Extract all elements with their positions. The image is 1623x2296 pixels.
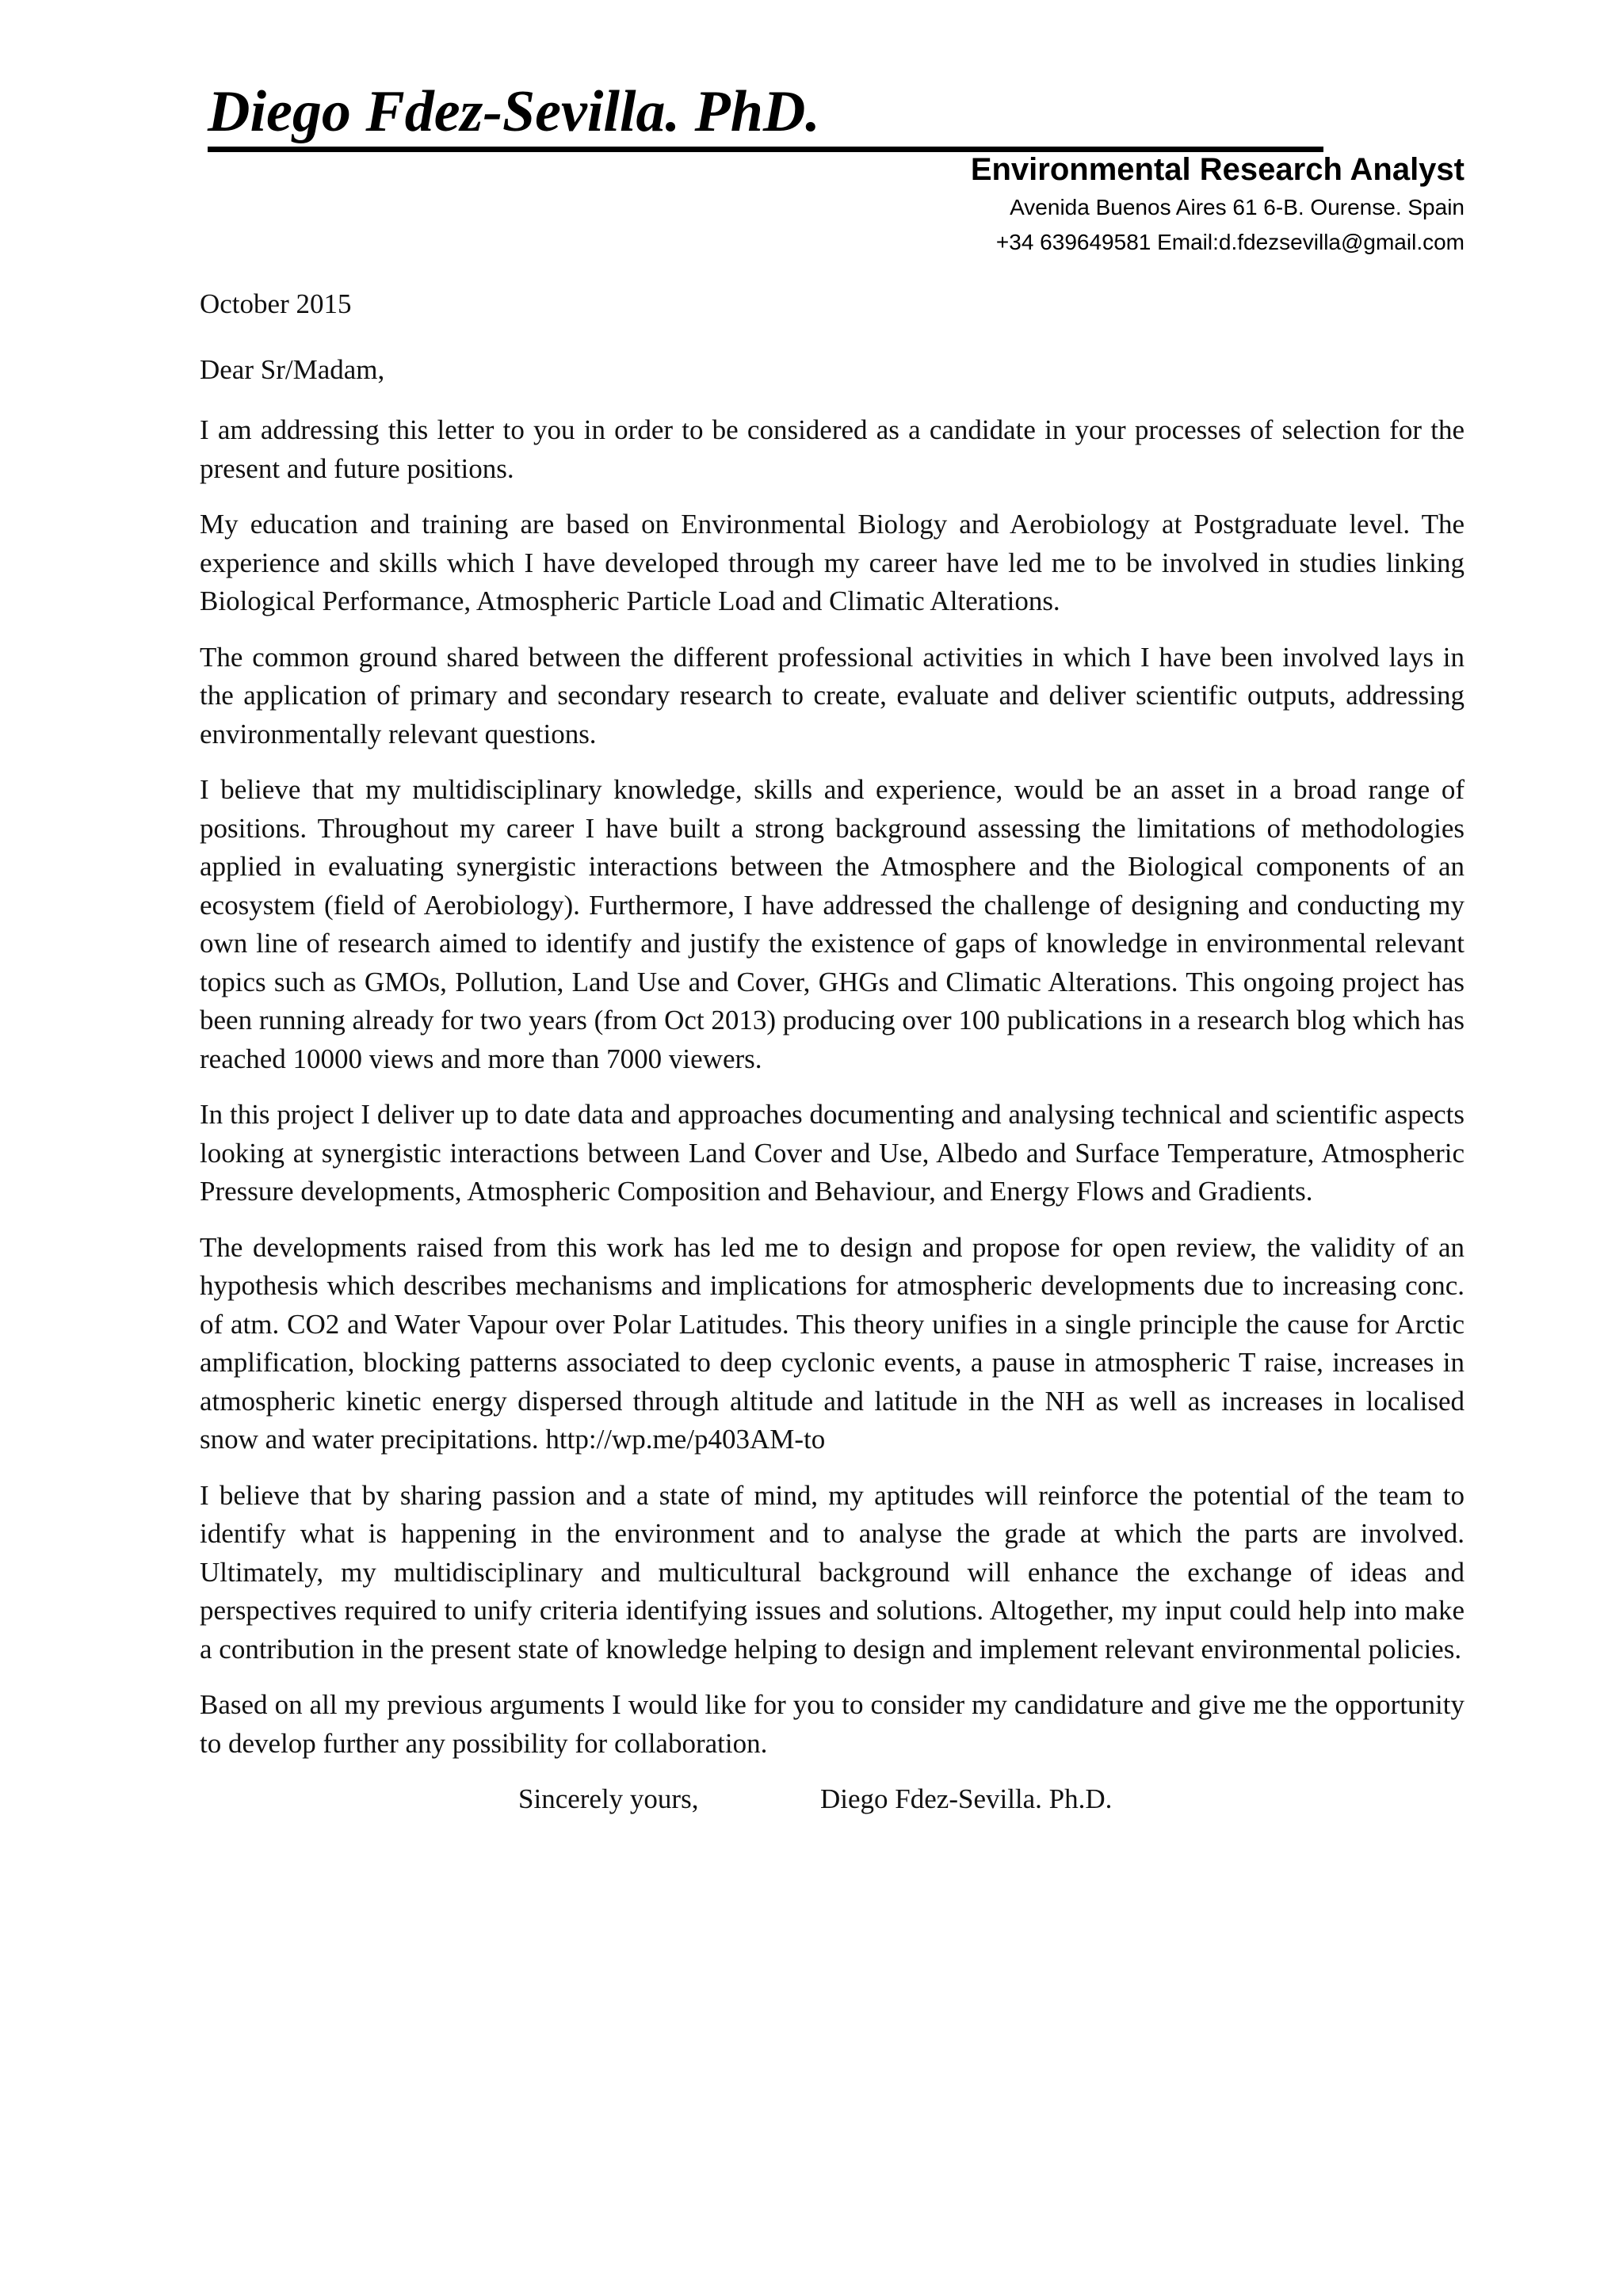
paragraph-hypothesis: The developments raised from this work has led me to design and propose for open review, the validity of an hypothesis which describes mechanisms and implications for atmospheric developments due to increasing conc. of atm. CO2 and Water Vapour over Polar Latitudes. This theory unifies in a single principle the cause for Arctic amplification, blocking patterns associated to deep cyclonic events, a pause in atmospheric T raise, increases in atmospheric kinetic energy dispersed through altitude and latitude in the NH as well as increases in localised snow and water precipitations. http://wp.me/p403AM-to: [200, 1231, 1465, 1455]
phone-email: +34 639649581 Email:d.fdezsevilla@gmail.com: [995, 230, 1465, 254]
paragraph-project: In this project I deliver up to date data and approaches documenting and analysing technical and scientific aspects looking at synergistic interactions between Land Cover and Use, Albedo and Surface Temperature, Atmospheric Pressure developments, Atmospheric Composition and Behaviour, and Energy Flows and Gradients.: [200, 1099, 1465, 1207]
closing-line: [200, 1780, 1465, 1820]
paragraph-background: I believe that my multidisciplinary knowledge, skills and experience, would be an asset in a broad range of positions. Throughout my career I have built a strong background assessing the limitations of methodologies applied in evaluating synergistic interactions between the Atmosphere and the Biological components of an ecosystem (field of Aerobiology). Furthermore, I have addressed the challenge of designing and conducting my own line of research aimed to identify and justify the existence of gaps of knowledge in environmental relevant topics such as GMOs, Pollution, Land Use and Cover, GHGs and Climatic Alterations. This ongoing project has been running already for two years (from Oct 2013) producing over 100 publications in a research blog which has reached 10000 views and more than 7000 viewers.: [200, 774, 1465, 1074]
letter-date: October 2015: [200, 288, 352, 319]
letterhead-contact-block: [971, 149, 1465, 260]
postal-address: Avenida Buenos Aires 61 6-B. Ourense. Spain: [1010, 195, 1465, 219]
closing-phrase: Sincerely yours,: [518, 1783, 699, 1814]
salutation: Dear Sr/Madam,: [200, 353, 385, 385]
letterhead-name-banner: [208, 81, 1323, 152]
paragraph-intro: I am addressing this letter to you in order to be considered as a candidate in your processes of selection for the present and future positions.: [200, 414, 1465, 484]
paragraph-conclusion: Based on all my previous arguments I would like for you to consider my candidature and give me the opportunity to develop further any possibility for collaboration.: [200, 1689, 1465, 1759]
paragraph-common-ground: The common ground shared between the different professional activities in which I have been involved lays in the application of primary and secondary research to create, evaluate and deliver scientific outputs, addressing environmentally relevant questions.: [200, 641, 1465, 749]
signature-name: Diego Fdez-Sevilla. Ph.D.: [820, 1783, 1113, 1814]
job-title: Environmental Research Analyst: [970, 152, 1465, 187]
letter-body: [200, 285, 1465, 1820]
paragraph-team: I believe that by sharing passion and a state of mind, my aptitudes will reinforce the potential of the team to identify what is happening in the environment and to analyse the grade at which the parts are involved. Ultimately, my multidisciplinary and multicultural background will enhance the exchange of ideas and perspectives required to unify criteria identifying issues and solutions. Altogether, my input could help into make a contribution in the present state of knowledge helping to design and implement relevant environmental policies.: [200, 1479, 1465, 1665]
author-name: Diego Fdez-Sevilla. PhD.: [208, 79, 820, 144]
paragraph-education: My education and training are based on Environmental Biology and Aerobiology at Postgraduate level. The experience and skills which I have developed through my career have led me to be involved in studies linking Biological Performance, Atmospheric Particle Load and Climatic Alterations.: [200, 509, 1465, 616]
